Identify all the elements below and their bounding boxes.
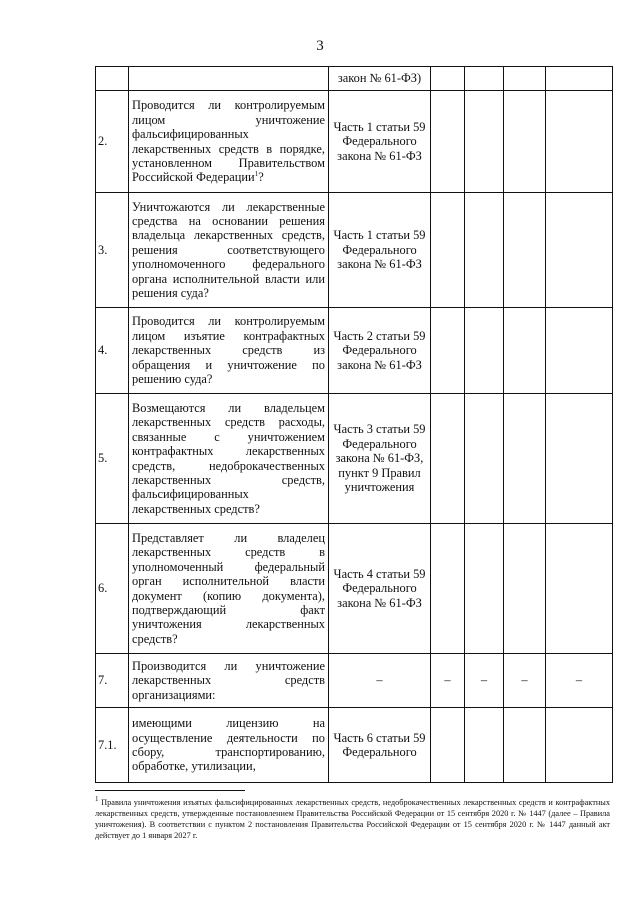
answer-cell-yes <box>431 308 465 394</box>
footnote-text: Правила уничтожения изъятых фальсифицированных лекарственных средств, недоброкачественных лекарственных средств и контрафактных лекарственных средств, утвержденные постановлением Правительства Российской Федерации от 15 сентября 2020 г. № 1447 (далее – Правила уничтожения). В соответствии с пунктом 2 постановления Правительства Российской Федерации от 15 сентября 2020 г. № 1447 данный акт действует до 1 января 2027 г. <box>95 798 610 840</box>
table-row <box>96 91 613 193</box>
row-number: 6. <box>96 524 129 654</box>
row-number: 3. <box>96 193 129 308</box>
legal-basis: Часть 1 статьи 59 Федерального закона № 61-ФЗ <box>329 193 431 308</box>
table-row <box>96 193 613 308</box>
answer-cell-no <box>465 394 504 524</box>
answer-cell-yes <box>431 524 465 654</box>
answer-cell-no <box>465 67 504 91</box>
legal-basis: – <box>329 654 431 708</box>
row-number <box>96 67 129 91</box>
row-number: 2. <box>96 91 129 193</box>
answer-cell-note <box>546 91 613 193</box>
footnote-reference: 1 <box>254 170 259 179</box>
answer-cell-na <box>504 308 546 394</box>
footnote-divider <box>95 790 245 791</box>
answer-cell-na: – <box>504 654 546 708</box>
answer-cell-note: – <box>546 654 613 708</box>
requirement-text <box>129 67 329 91</box>
answer-cell-note <box>546 67 613 91</box>
answer-cell-yes <box>431 67 465 91</box>
table-row <box>96 67 613 91</box>
table-row <box>96 524 613 654</box>
row-number: 5. <box>96 394 129 524</box>
requirement-text: Представляет ли владелец лекарственных средств в уполномоченный федеральный орган исполнительной власти документ (копию документа), подтверждающий факт уничтожения лекарственных средств? <box>129 524 329 654</box>
answer-cell-na <box>504 524 546 654</box>
answer-cell-yes: – <box>431 654 465 708</box>
answer-cell-na <box>504 708 546 783</box>
requirement-text: Проводится ли контролируемым лицом изъятие контрафактных лекарственных средств из обращения и уничтожение по решению суда? <box>129 308 329 394</box>
checklist-table <box>95 66 613 783</box>
answer-cell-note <box>546 394 613 524</box>
requirement-text: Уничтожаются ли лекарственные средства на основании решения владельца лекарственных средств, решения соответствующего уполномоченного федерального органа исполнительной власти или решения суда? <box>129 193 329 308</box>
answer-cell-note <box>546 193 613 308</box>
answer-cell-na <box>504 91 546 193</box>
table-row <box>96 654 613 708</box>
legal-basis: Часть 2 статьи 59 Федерального закона № 61-ФЗ <box>329 308 431 394</box>
answer-cell-na <box>504 394 546 524</box>
answer-cell-note <box>546 708 613 783</box>
answer-cell-yes <box>431 91 465 193</box>
requirement-text-main: Проводится ли контролируемым лицом уничтожение фальсифицированных лекарственных средств в порядке, установленном Правительством Российской Федерации <box>132 98 325 185</box>
legal-basis: Часть 6 статьи 59 Федерального <box>329 708 431 783</box>
footnote-mark: 1 <box>95 795 99 804</box>
requirement-text: имеющими лицензию на осуществление деятельности по сбору, транспортированию, обработке, утилизации, <box>129 708 329 783</box>
footnote <box>95 797 610 841</box>
answer-cell-yes <box>431 193 465 308</box>
row-number: 7.1. <box>96 708 129 783</box>
answer-cell-note <box>546 308 613 394</box>
answer-cell-yes <box>431 708 465 783</box>
table-row <box>96 708 613 783</box>
answer-cell-na <box>504 193 546 308</box>
answer-cell-yes <box>431 394 465 524</box>
requirement-text <box>129 91 329 193</box>
answer-cell-no: – <box>465 654 504 708</box>
answer-cell-no <box>465 193 504 308</box>
requirement-text-end: ? <box>258 170 264 185</box>
legal-basis: закон № 61-ФЗ) <box>329 67 431 91</box>
row-number: 4. <box>96 308 129 394</box>
table-row <box>96 394 613 524</box>
legal-basis: Часть 3 статьи 59 Федерального закона № 61-ФЗ, пункт 9 Правил уничтожения <box>329 394 431 524</box>
page-number: 3 <box>316 38 324 54</box>
table-row <box>96 308 613 394</box>
answer-cell-no <box>465 524 504 654</box>
requirement-text: Возмещаются ли владельцем лекарственных средств расходы, связанные с уничтожением контрафактных лекарственных средств, недоброкачественных лекарственных средств, фальсифицированных лекарственных средств? <box>129 394 329 524</box>
answer-cell-na <box>504 67 546 91</box>
answer-cell-note <box>546 524 613 654</box>
answer-cell-no <box>465 91 504 193</box>
requirement-text: Производится ли уничтожение лекарственных средств организациями: <box>129 654 329 708</box>
answer-cell-no <box>465 708 504 783</box>
legal-basis: Часть 4 статьи 59 Федерального закона № 61-ФЗ <box>329 524 431 654</box>
answer-cell-no <box>465 308 504 394</box>
row-number: 7. <box>96 654 129 708</box>
legal-basis: Часть 1 статьи 59 Федерального закона № 61-ФЗ <box>329 91 431 193</box>
